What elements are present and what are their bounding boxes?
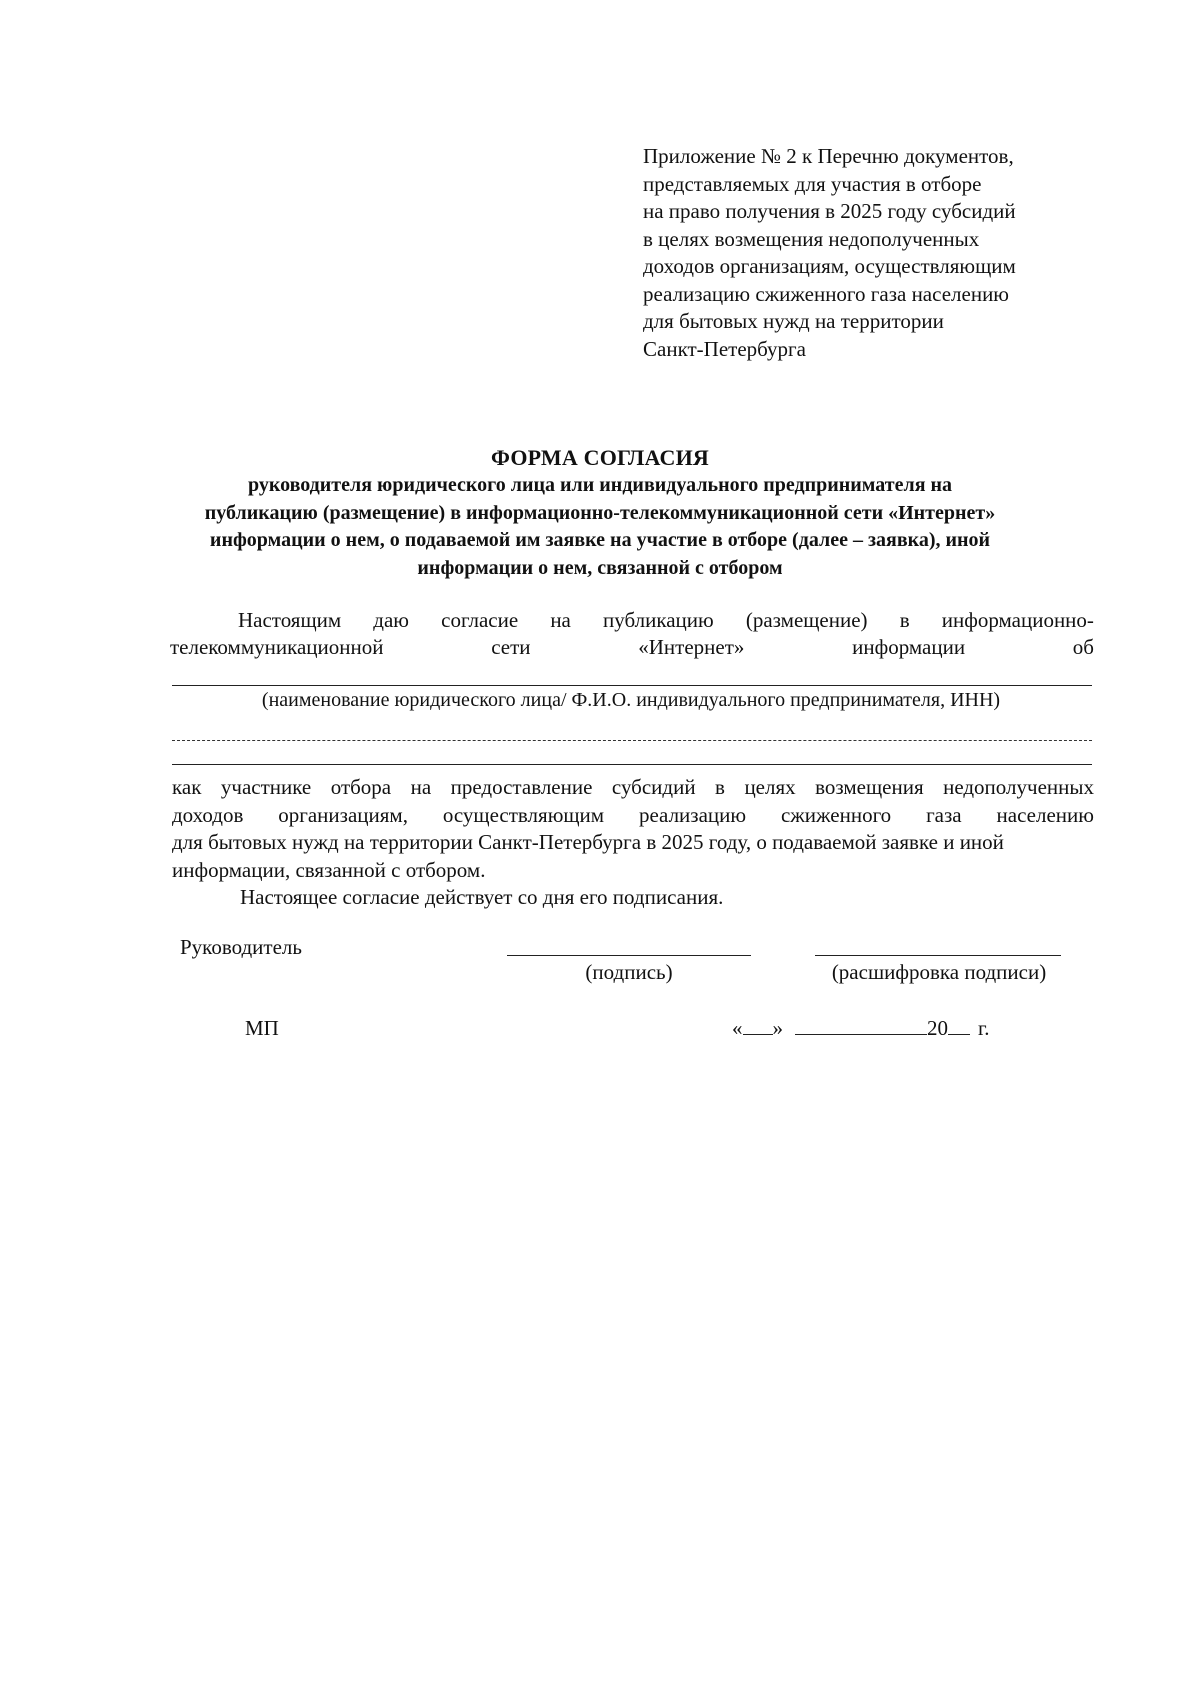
date-month-blank[interactable]	[795, 1016, 927, 1035]
form-subtitle	[150, 472, 1050, 582]
appendix-line: доходов организациям, осуществляющим	[643, 254, 1016, 278]
body-line	[172, 802, 1094, 830]
body-word: участнике	[220, 775, 312, 799]
intro-word: «Интернет»	[638, 635, 745, 659]
intro-word: (размещение)	[745, 608, 868, 632]
intro-word: даю	[373, 608, 409, 632]
appendix-line: на право получения в 2025 году субсидий	[643, 199, 1016, 223]
validity-statement: Настоящее согласие действует со дня его подписания.	[240, 885, 724, 909]
date-open-quote: «	[732, 1016, 743, 1040]
body-word: как	[172, 775, 202, 799]
body-word: сжиженного	[780, 802, 892, 827]
intro-word: телекоммуникационной	[170, 635, 384, 659]
appendix-line: представляемых для участия в отборе	[643, 171, 982, 196]
intro-word: Настоящим	[238, 608, 342, 632]
body-line: информации, связанной с отбором.	[172, 857, 486, 882]
intro-word: сети	[491, 635, 531, 659]
intro-line	[170, 607, 1094, 634]
appendix-line: для бытовых нужд на территории	[643, 309, 944, 333]
subtitle-line: публикацию (размещение) в информационно-телекоммуникационной сети «Интернет»	[204, 501, 996, 524]
body-word: недополученных	[943, 775, 1094, 799]
date-close-quote: »	[772, 1016, 783, 1040]
intro-word: на	[550, 608, 571, 632]
subtitle-line: руководителя юридического лица или индивидуального предпринимателя на	[247, 474, 953, 496]
body-word: газа	[926, 802, 962, 827]
body-word: в	[715, 775, 725, 799]
appendix-line: реализацию сжиженного газа населению	[643, 281, 1009, 306]
appendix-line: Санкт-Петербурга	[643, 336, 806, 361]
appendix-line: Приложение № 2 к Перечню документов,	[643, 144, 1014, 168]
consent-body	[172, 774, 1094, 912]
signature-decoding-caption: (расшифровка подписи)	[831, 960, 1047, 984]
signature-fill-line[interactable]	[507, 955, 751, 956]
body-word: субсидий	[611, 775, 696, 799]
manager-label: Руководитель	[180, 935, 302, 959]
consent-intro	[170, 607, 1094, 661]
subtitle-line: информации о нем, связанной с отбором	[417, 556, 783, 579]
signature-decoding-fill-line[interactable]	[815, 955, 1061, 956]
body-word: возмещения	[815, 775, 924, 799]
org-name-caption: (наименование юридического лица/ Ф.И.О. индивидуального предпринимателя, ИНН)	[261, 689, 1001, 711]
body-word: предоставление	[450, 775, 593, 799]
stamp-label: МП	[245, 1016, 279, 1040]
appendix-header	[643, 143, 1083, 363]
body-word: осуществляющим	[442, 802, 605, 827]
intro-word: в	[899, 608, 910, 632]
body-word: населению	[996, 802, 1094, 827]
body-word: отбора	[330, 775, 392, 799]
subtitle-line: информации о нем, о подаваемой им заявке на участие в отборе (далее – заявка), иной	[209, 529, 991, 551]
form-title: ФОРМА СОГЛАСИЯ	[491, 445, 709, 470]
date-year-prefix: 20	[927, 1016, 948, 1040]
body-line	[172, 774, 1094, 802]
body-line: для бытовых нужд на территории Санкт-Петербурга в 2025 году, о подаваемой заявке и иной	[172, 830, 1004, 854]
org-details-fill-line[interactable]	[172, 740, 1092, 741]
signature-caption: (подпись)	[585, 960, 673, 984]
intro-line	[170, 634, 1094, 661]
intro-word: об	[1072, 635, 1094, 659]
intro-word: публикацию	[603, 608, 714, 632]
org-details-fill-line-2[interactable]	[172, 764, 1092, 765]
org-name-fill-line[interactable]	[172, 685, 1092, 686]
intro-word: информационно-	[941, 608, 1094, 632]
body-word: организациям,	[278, 802, 408, 827]
date-field	[732, 1016, 990, 1041]
intro-word: информации	[852, 635, 966, 659]
body-word: доходов	[172, 802, 244, 827]
appendix-line: в целях возмещения недополученных	[643, 226, 980, 251]
body-word: целях	[744, 775, 796, 799]
body-word: на	[410, 775, 432, 799]
intro-word: согласие	[441, 608, 519, 632]
date-year-blank[interactable]	[948, 1016, 970, 1035]
date-day-blank[interactable]	[743, 1016, 773, 1035]
date-year-suffix: г.	[978, 1016, 990, 1040]
body-word: реализацию	[638, 802, 747, 827]
